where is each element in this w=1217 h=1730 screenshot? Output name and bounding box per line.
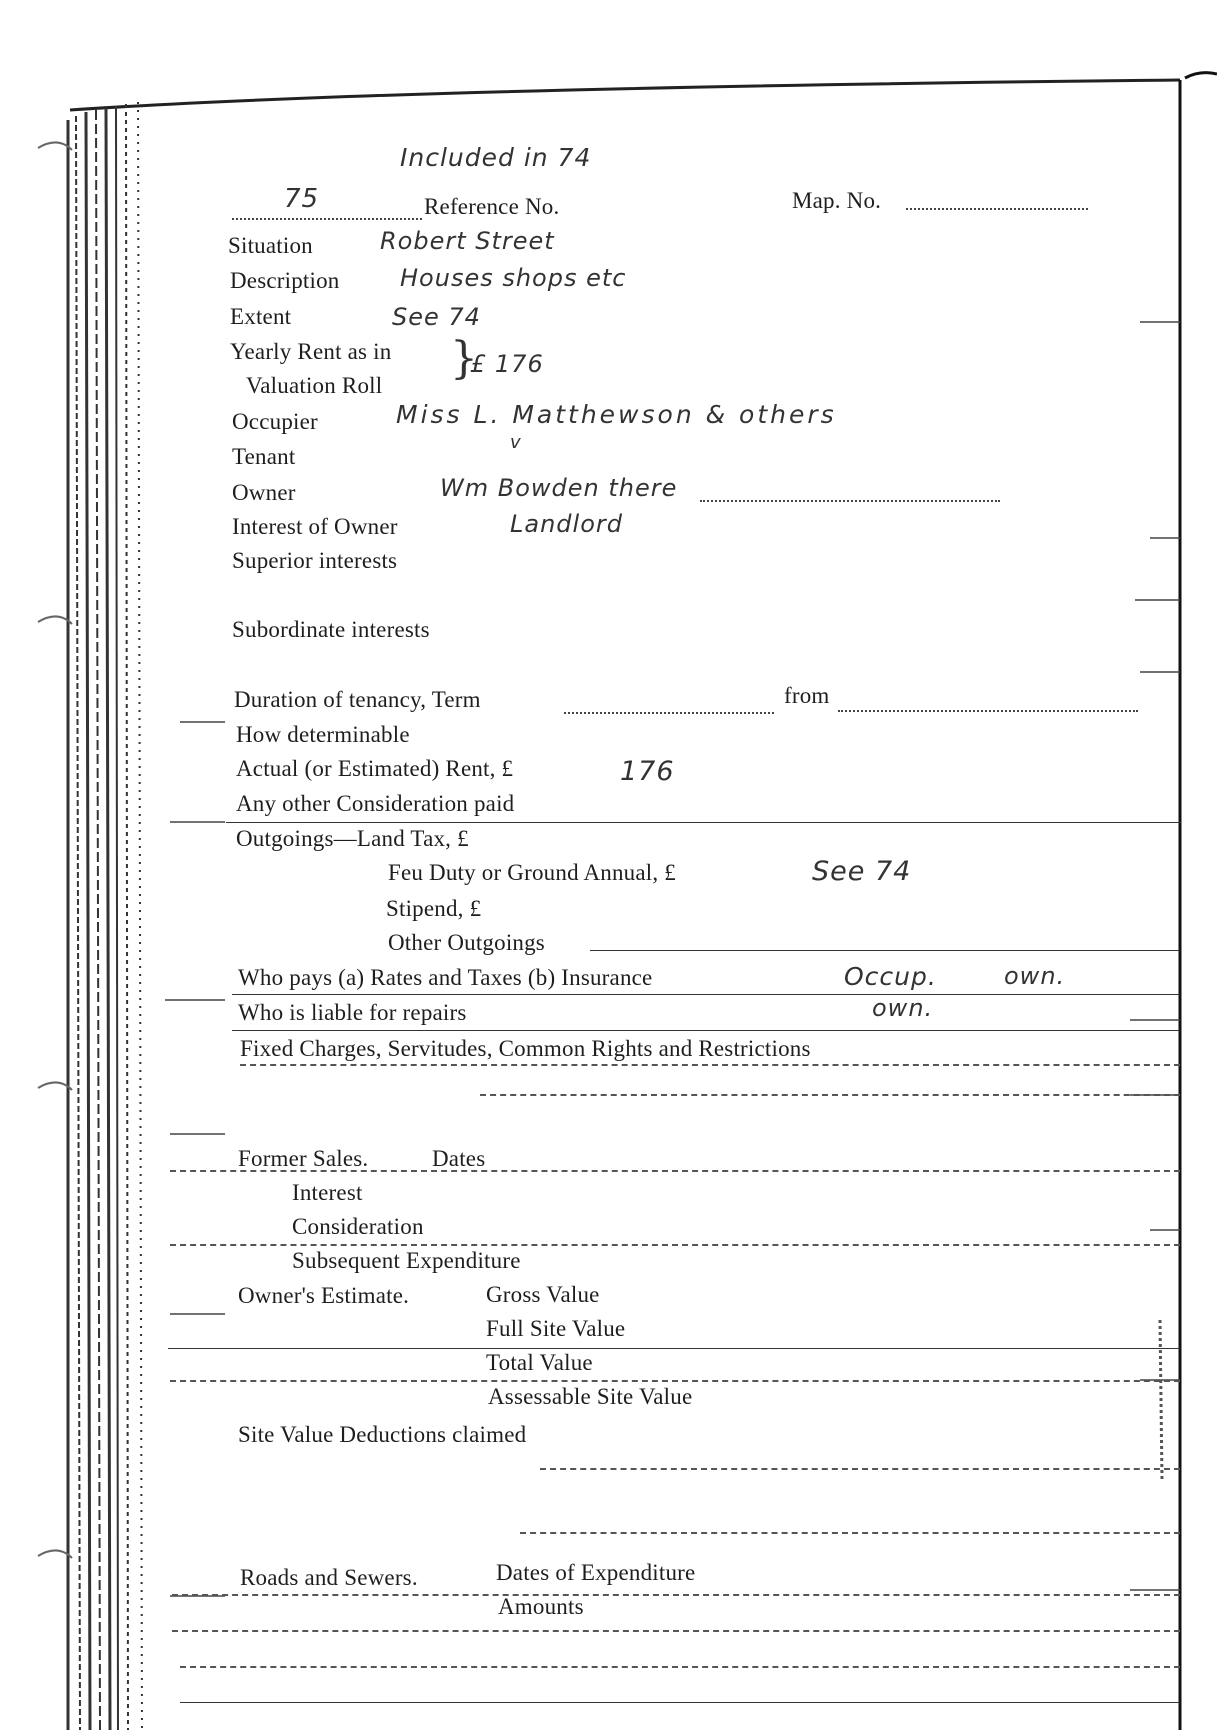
duration-label: Duration of tenancy, Term	[234, 687, 481, 712]
duration-line	[564, 712, 774, 714]
reference-number-value: 75	[284, 184, 320, 214]
total-value-label: Total Value	[486, 1350, 593, 1375]
full-site-value-label: Full Site Value	[486, 1316, 626, 1341]
bottom-rule	[180, 1702, 1180, 1703]
roads-sewers-label: Roads and Sewers.	[240, 1565, 418, 1590]
yearly-rent-value: £ 176	[470, 350, 544, 378]
dates-of-expenditure-label: Dates of Expenditure	[496, 1560, 696, 1585]
description-label: Description	[230, 268, 340, 293]
owner-value: Wm Bowden there	[440, 474, 678, 502]
interest-owner-label: Interest of Owner	[232, 514, 398, 539]
former-sales-label: Former Sales.	[238, 1146, 369, 1171]
feu-duty-value: See 74	[812, 856, 912, 887]
site-value-deductions-label: Site Value Deductions claimed	[238, 1422, 527, 1447]
superior-interests-label: Superior interests	[232, 548, 398, 573]
stipend-label: Stipend, £	[386, 896, 482, 921]
tenant-label: Tenant	[232, 444, 296, 469]
map-line	[906, 208, 1088, 210]
situation-label: Situation	[228, 233, 313, 258]
amounts-label: Amounts	[498, 1594, 584, 1619]
how-determinable-label: How determinable	[236, 722, 410, 747]
yearly-rent-label: Yearly Rent as in	[230, 339, 392, 364]
actual-rent-label: Actual (or Estimated) Rent, £	[236, 756, 514, 781]
former-sales-line	[170, 1170, 1180, 1172]
description-value: Houses shops etc	[400, 264, 627, 292]
gross-value-label: Gross Value	[486, 1282, 600, 1307]
interest-owner-value: Landlord	[510, 510, 623, 538]
former-consideration-label: Consideration	[292, 1214, 424, 1239]
valuation-roll-label: Valuation Roll	[246, 373, 383, 398]
extent-value: See 74	[392, 303, 481, 331]
reference-line	[232, 218, 422, 220]
actual-rent-value: 176	[620, 756, 675, 787]
who-pays-line	[232, 994, 1180, 995]
fixed-charges-line	[240, 1064, 1180, 1066]
who-pays-insurance-value: own.	[1004, 962, 1066, 990]
from-label: from	[784, 683, 830, 708]
tenant-value: v	[510, 432, 522, 453]
other-outgoings-label: Other Outgoings	[388, 930, 545, 955]
deductions-line	[540, 1468, 1180, 1470]
other-consideration-line	[226, 822, 1181, 823]
roads-line	[172, 1594, 1180, 1596]
extent-label: Extent	[230, 304, 292, 329]
repairs-line	[232, 1030, 1180, 1031]
occupier-value: Miss L. Matthewson & others	[396, 400, 837, 429]
from-line	[838, 710, 1138, 712]
map-label: Map. No.	[792, 188, 882, 213]
who-pays-rates-value: Occup.	[844, 962, 937, 991]
consideration-line	[170, 1244, 1180, 1246]
outgoings-line	[590, 950, 1180, 951]
occupier-label: Occupier	[232, 409, 318, 434]
full-site-line	[168, 1348, 1180, 1349]
feu-duty-label: Feu Duty or Ground Annual, £	[388, 860, 676, 885]
owners-estimate-label: Owner's Estimate.	[238, 1283, 410, 1308]
subordinate-interests-label: Subordinate interests	[232, 617, 430, 642]
owner-label: Owner	[232, 480, 296, 505]
assessable-site-value-label: Assessable Site Value	[488, 1384, 693, 1409]
fixed-charges-label: Fixed Charges, Servitudes, Common Rights and Restrictions	[240, 1036, 811, 1061]
other-consideration-label: Any other Consideration paid	[236, 791, 515, 816]
owner-line	[700, 500, 1000, 502]
brace-icon: }	[450, 333, 478, 384]
deductions-line-2	[520, 1532, 1180, 1534]
repairs-label: Who is liable for repairs	[238, 1000, 467, 1025]
outgoings-land-tax-label: Outgoings—Land Tax, £	[236, 826, 469, 851]
former-interest-label: Interest	[292, 1180, 363, 1205]
amounts-line	[172, 1630, 1180, 1632]
former-sales-dates-label: Dates	[432, 1146, 486, 1171]
who-pays-label: Who pays (a) Rates and Taxes (b) Insurance	[238, 965, 653, 990]
repairs-value: own.	[872, 994, 934, 1022]
situation-value: Robert Street	[380, 227, 555, 255]
assessable-line	[170, 1380, 1180, 1382]
reference-label: Reference No.	[424, 194, 560, 219]
bottom-line	[180, 1666, 1180, 1668]
subsequent-expenditure-label: Subsequent Expenditure	[292, 1248, 521, 1273]
annotation-included: Included in 74	[400, 143, 592, 172]
fixed-charges-line-2	[480, 1094, 1180, 1096]
